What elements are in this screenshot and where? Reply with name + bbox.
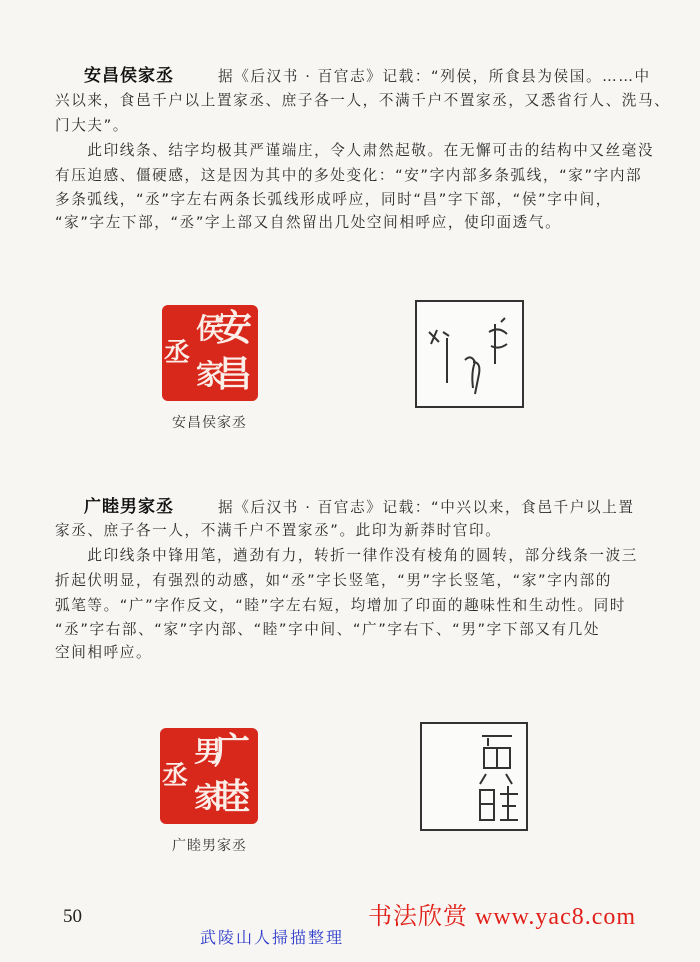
seal-impression-red [162, 305, 258, 401]
seal-glyph: 睦 [213, 777, 250, 818]
seal-outline-sketch [420, 722, 528, 831]
seal-caption: 广睦男家丞 [172, 838, 247, 854]
section2-line: 家丞、庶子各一人，不满千户不置家丞”。此印为新莽时官印。 [55, 522, 502, 539]
section1-line: 门大夫”。 [55, 117, 129, 134]
section1-first-line [84, 66, 651, 87]
section1-line: 据《后汉书 · 百官志》记载：“列侯，所食县为侯国。……中 [218, 68, 651, 85]
seal-glyph: 安 [215, 308, 252, 349]
page-number: 50 [63, 906, 82, 927]
section2-line: 折起伏明显，有强烈的动感，如“丞”字长竖笔，“男”字长竖笔，“家”字内部的 [55, 572, 612, 589]
seal-glyph: 男 [193, 735, 222, 768]
seal-glyph: 家 [195, 358, 224, 391]
seal-glyph: 家 [193, 781, 222, 814]
section2-line: 据《后汉书 · 百官志》记载：“中兴以来，食邑千户以上置 [218, 499, 635, 516]
seal-glyph: 丞 [161, 761, 188, 791]
seal-glyph: 丞 [163, 338, 190, 368]
seal-impression-red [160, 728, 258, 824]
section1-line: 兴以来，食邑千户以上置家丞、庶子各一人，不满千户不置家丞，又悉省行人、洗马、 [55, 92, 671, 109]
seal-outline-sketch [415, 300, 524, 408]
section2-first-line [84, 497, 635, 518]
section2-title: 广睦男家丞 [84, 497, 174, 517]
outline-strokes [422, 724, 526, 829]
seal-glyph: 侯 [195, 312, 224, 345]
section1-line: 有压迫感、僵硬感，这是因为其中的多处变化：“安”字内部多条弧线，“家”字内部 [55, 167, 643, 184]
seal-caption: 安昌侯家丞 [172, 415, 247, 431]
section1-line: “家”字左下部，“丞”字上部又自然留出几处空间相呼应，使印面透气。 [55, 214, 562, 231]
seal-glyph: 广 [213, 731, 250, 772]
section2-line: 空间相呼应。 [55, 644, 153, 661]
outline-strokes [417, 302, 522, 406]
scanner-credit: 武陵山人掃描整理 [200, 928, 345, 947]
section2-line: 弧笔等。“广”字作反文，“睦”字左右短，均增加了印面的趣味性和生动性。同时 [55, 597, 627, 614]
section2-line: 此印线条中锋用笔，遒劲有力，转折一律作没有棱角的圆转，部分线条一波三 [55, 547, 638, 564]
seal-glyph: 昌 [215, 354, 252, 395]
section1-title: 安昌侯家丞 [84, 66, 174, 86]
section1-line: 此印线条、结字均极其严谨端庄，令人肃然起敬。在无懈可击的结构中又丝毫没 [55, 142, 655, 159]
section1-line: 多条弧线，“丞”字左右两条长弧线形成呼应，同时“昌”字下部，“侯”字中间， [55, 191, 612, 208]
section2-line: “丞”字右部、“家”字内部、“睦”字中间、“广”字右下、“男”字下部又有几处 [55, 621, 601, 638]
watermark: 书法欣赏 www.yac8.com [368, 904, 637, 930]
